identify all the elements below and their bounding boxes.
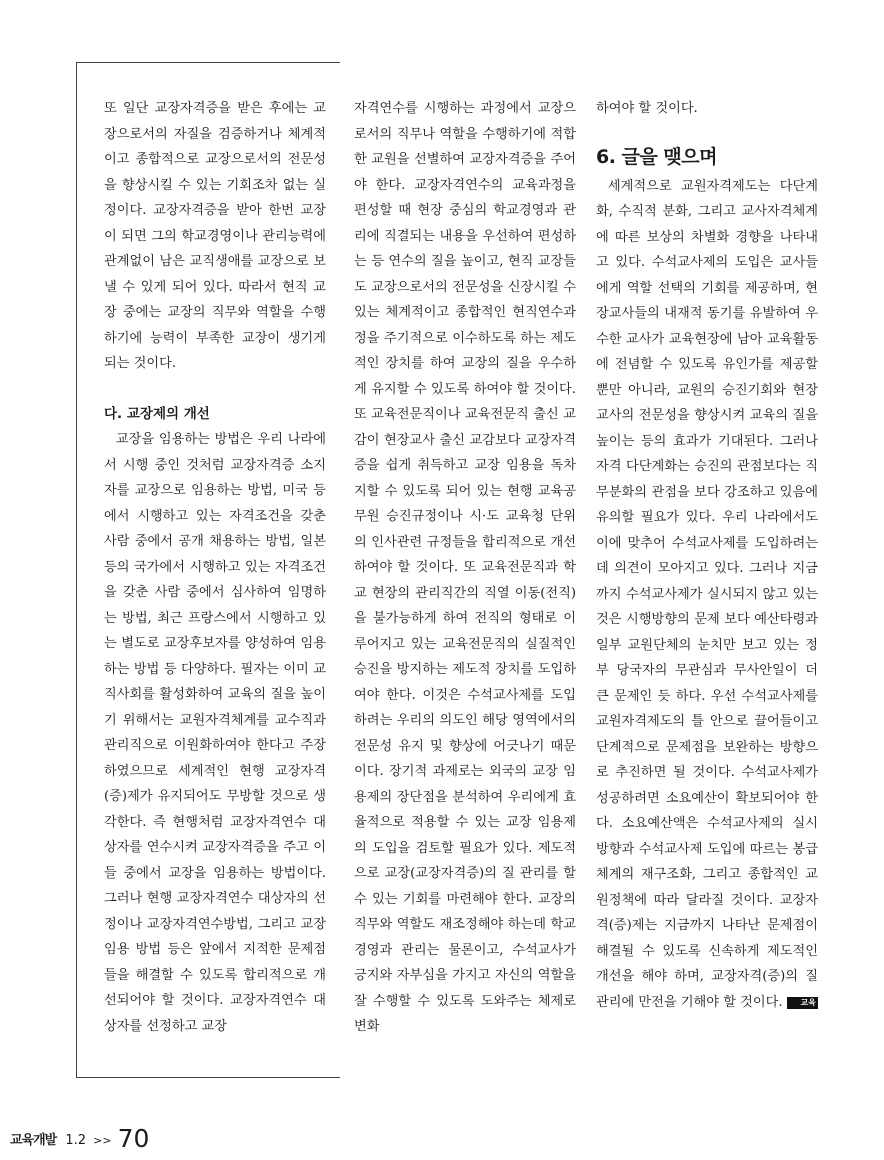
subsection-heading: 다. 교장제의 개선 (104, 405, 210, 422)
paragraph: 교장을 임용하는 방법은 우리 나라에서 시행 중인 것처럼 교장자격증 소지자를 교장으로 임용하는 방법, 미국 등에서 시행하고 있는 자격조건을 갖춘 사람 중에서 공개 채용하는 방법, 일본 등의 국가에서 시행하고 있는 자격조건을 갖춘 사람 중에서 심사하여 임명하는 방법, 최근 프랑스에서 시행하고 있는 별도로 교장후보자를 양성하여 임용하는 방법 등 다양하다. 필자는 이미 교직사회를 활성화하여 교육의 질을 높이기 위해서는 교원자격체계를 교수직과 관리직으로 이원화하여야 한다고 주장하였으므로 세계적인 현행 교장자격(증)제가 유지되어도 무방할 것으로 생각한다. 즉 현행처럼 교장자격연수 대상자를 연수시켜 교장자격증을 주고 이들 중에서 교장을 임용하는 방법이다. 그러나 현행 교장자격연수 대상자의 선정이나 교장자격연수방법, 그리고 교장임용 방법 등은 앞에서 지적한 문제점들을 해결할 수 있도록 합리적으로 개선되어야 할 것이다. 교장자격연수 대상자를 선정하고 교장 (104, 432, 326, 1034)
issue-number: 1.2 (65, 1133, 87, 1148)
paragraph: 또 일단 교장자격증을 받은 후에는 교장으로서의 자질을 검증하거나 체계적이고 종합적으로 교장으로서의 전문성을 향상시킬 수 있는 기회조차 없는 실정이다. 교장자격증을 받아 한번 교장이 되면 그의 학교경영이나 관리능력에 관계없이 남은 교직생애를 교장으로 보낼 수 있게 되어 있다. 따라서 현직 교장 중에는 교장의 직무와 역할을 수행하기에 능력이 부족한 교장이 생기게 되는 것이다. (104, 101, 326, 371)
arrow-separator: >> (93, 1134, 112, 1147)
end-mark-icon: 교육 (787, 997, 818, 1009)
paragraph: 자격연수를 시행하는 과정에서 교장으로서의 직무나 역할을 수행하기에 적합한 교원을 선별하여 교장자격증을 주어야 한다. 교장자격연수의 교육과정을 편성할 때 현장 중심의 학교경영과 관리에 직결되는 내용을 우선하여 편성하는 등 연수의 질을 높이고, 현직 교장들도 교장으로서의 전문성을 신장시킬 수 있는 체계적이고 종합적인 현직연수과정을 주기적으로 이수하도록 하는 제도적인 장치를 하여 교장의 질을 우수하게 유지할 수 있도록 하여야 할 것이다. 또 교육전문직이나 교육전문직 출신 교감이 현장교사 출신 교감보다 교장자격증을 쉽게 취득하고 교장 임용을 독차지할 수 있도록 되어 있는 현행 교육공무원 승진규정이나 시·도 교육청 단위의 인사관련 규정들을 합리적으로 개선하여야 할 것이다. 또 교육전문직과 학교 현장의 관리직간의 직열 이동(전직)을 불가능하게 하여 전직의 형태로 이루어지고 있는 교육전문직의 실질적인 승진을 방지하는 제도적 장치를 도입하여야 한다. 이것은 수석교사제를 도입하려는 우리의 의도인 해당 영역에서의 전문성 유지 및 향상에 어긋나기 때문이다. 장기적 과제로는 외국의 교장 임용제의 장단점을 분석하여 우리에게 효율적으로 적용할 수 있는 교장 임용제의 도입을 검토할 필요가 있다. 제도적으로 교장(교장자격증)의 질 관리를 할 수 있는 기회를 마련해야 한다. 교장의 직무와 역할도 재조정해야 하는데 학교경영과 관리는 물론이고, 수석교사가 긍지와 자부심을 가지고 자신의 역할을 잘 수행할 수 있도록 도와주는 체제로 변화 (354, 101, 576, 1034)
section-heading: 6. 글을 맺으며 (596, 145, 717, 168)
magazine-name: 교육개발 (10, 1133, 57, 1148)
frame-rule-top (76, 62, 340, 63)
page-number: 70 (117, 1124, 150, 1153)
paragraph (596, 174, 818, 1016)
text-column-2 (354, 96, 576, 1040)
paragraph: 하여야 할 것이다. (596, 101, 698, 116)
text-column-3 (596, 96, 818, 1015)
text-column-1 (104, 96, 326, 1039)
page-footer (10, 1124, 149, 1153)
frame-rule-left (76, 62, 77, 1078)
paragraph-text: 세계적으로 교원자격제도는 다단계화, 수직적 분화, 그리고 교사자격체계에 따른 보상의 차별화 경향을 나타내고 있다. 수석교사제의 도입은 교사들에게 역할 선택의 기회를 제공하며, 현장교사들의 내재적 동기를 유발하여 우수한 교사가 교육현장에 남아 교육활동에 전념할 수 있도록 유인가를 제공할 뿐만 아니라, 교원의 승진기회와 현장교사의 전문성을 향상시켜 교육의 질을 높이는 등의 효과가 기대된다. 그러나 자격 다단계화는 승진의 관점보다는 직무분화의 관점을 보다 강조하고 있음에 유의할 필요가 있다. 우리 나라에서도 이에 맞추어 수석교사제를 도입하려는데 의견이 모아지고 있다. 그러나 지금까지 수석교사제가 실시되지 않고 있는 것은 시행방향의 문제 보다 예산타령과 일부 교원단체의 눈치만 보고 있는 정부 당국자의 무관심과 무사안일이 더 큰 문제인 듯 하다. 우선 수석교사제를 교원자격제도의 틀 안으로 끌어들이고 단계적으로 문제점을 보완하는 방향으로 추진하면 될 것이다. 수석교사제가 성공하려면 소요예산이 확보되어야 한다. 소요예산액은 수석교사제의 실시 방향과 수석교사제 도입에 따르는 봉급체계의 재구조화, 그리고 종합적인 교원정책에 따라 달라질 것이다. 교장자격(증)제는 지금까지 나타난 문제점이 해결될 수 있도록 신속하게 제도적인 개선을 해야 하며, 교장자격(증)의 질 관리에 만전을 기해야 할 것이다. (596, 178, 818, 1010)
frame-rule-bottom (76, 1077, 340, 1078)
